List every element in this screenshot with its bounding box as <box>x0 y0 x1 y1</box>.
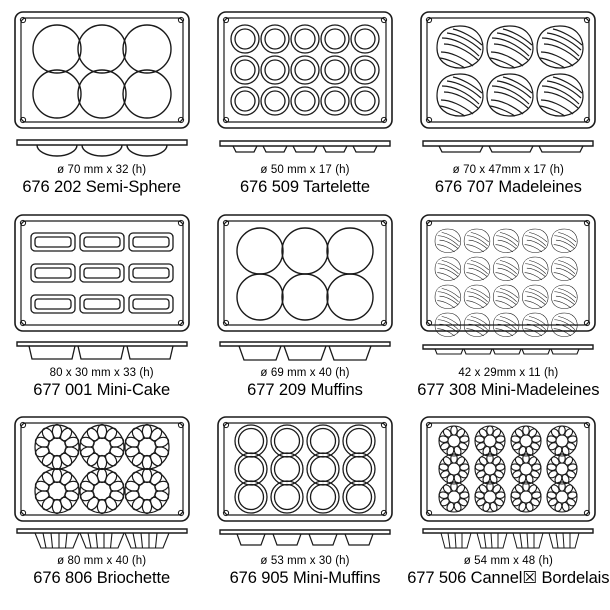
product-dimensions: 42 x 29mm x 11 (h) <box>458 367 559 380</box>
product-card-676-905[interactable] <box>203 407 406 610</box>
product-title: 676 509 Tartelette <box>239 178 370 196</box>
product-title: 677 209 Muffins <box>247 381 363 400</box>
product-card-676-202[interactable] <box>0 0 203 203</box>
mould-top-view-tartelette <box>212 6 398 134</box>
product-dimensions: ø 50 mm x 17 (h) <box>260 164 350 176</box>
mould-top-view-mini-madeleines <box>415 209 601 337</box>
product-card-677-308[interactable] <box>407 203 610 406</box>
mould-top-view-mini-muffins <box>212 413 398 525</box>
mould-side-view-mini-madeleines <box>415 339 601 363</box>
product-title: 677 001 Mini-Cake <box>33 381 171 400</box>
mould-top-view-madeleines <box>415 6 601 134</box>
mould-top-view-mini-cake <box>9 209 195 337</box>
mould-side-view-muffins <box>212 339 398 363</box>
product-card-677-209[interactable] <box>203 203 406 406</box>
mould-top-view-muffins <box>212 209 398 337</box>
mould-side-view-tartelette <box>212 136 398 160</box>
product-dimensions: ø 70 x 47mm x 17 (h) <box>452 164 564 176</box>
product-title: 676 806 Briochette <box>33 568 171 587</box>
product-dimensions: ø 70 mm x 32 (h) <box>57 164 147 176</box>
product-title: 677 506 Cannel☒ Bordelais <box>407 568 610 587</box>
mould-side-view-semi-sphere <box>9 136 195 160</box>
product-title: 677 308 Mini-Madeleines <box>417 381 600 400</box>
mould-side-view-madeleines <box>415 136 601 160</box>
product-title: 676 202 Semi-Sphere <box>22 178 181 196</box>
product-dimensions: ø 80 mm x 40 (h) <box>57 554 147 567</box>
product-card-677-506[interactable] <box>407 407 610 610</box>
mould-side-view-briochette <box>9 527 195 551</box>
product-title: 676 905 Mini-Muffins <box>229 568 381 587</box>
product-dimensions: ø 53 mm x 30 (h) <box>260 554 350 567</box>
product-dimensions: 80 x 30 mm x 33 (h) <box>49 367 154 380</box>
mould-side-view-mini-cake <box>9 339 195 363</box>
product-title: 676 707 Madeleines <box>434 178 582 196</box>
product-card-676-707[interactable] <box>407 0 610 203</box>
mould-side-view-mini-muffins <box>212 527 398 551</box>
mould-top-view-briochette <box>9 413 195 525</box>
product-card-677-001[interactable] <box>0 203 203 406</box>
mould-top-view-semi-sphere <box>9 6 195 134</box>
mould-side-view-cannele-bordelais <box>415 527 601 551</box>
product-dimensions: ø 54 mm x 48 (h) <box>463 554 553 567</box>
product-card-676-806[interactable] <box>0 407 203 610</box>
mould-top-view-cannele-bordelais <box>415 413 601 525</box>
product-dimensions: ø 69 mm x 40 (h) <box>260 367 350 380</box>
product-card-676-509[interactable] <box>203 0 406 203</box>
